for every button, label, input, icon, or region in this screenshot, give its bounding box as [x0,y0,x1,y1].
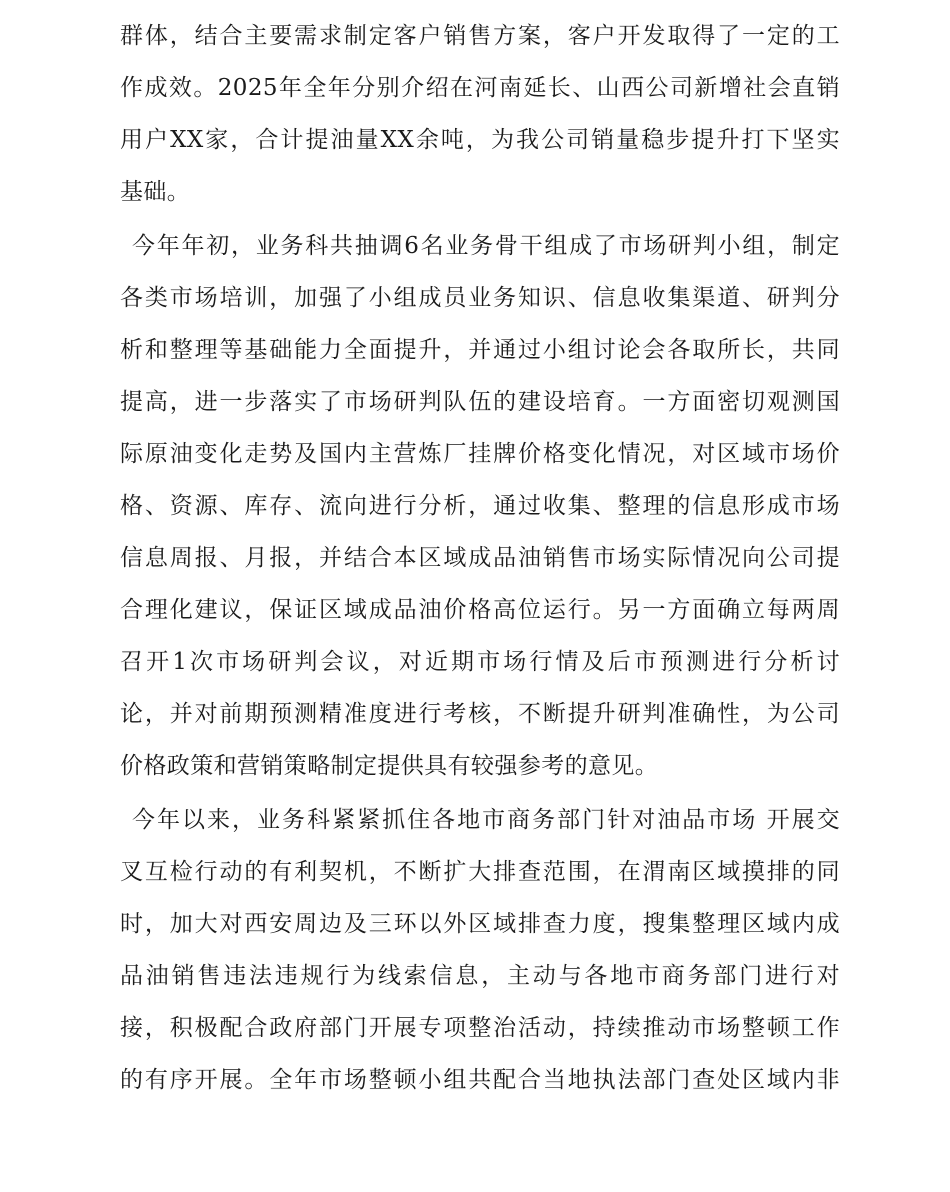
paragraph-1-line-3: 用户XX家，合计提油量XX余吨，为我公司销量稳步提升打下坚实 [120,127,840,153]
paragraph-3-line-6: 的有序开展。全年市场整顿小组共配合当地执法部门查处区域内非 [120,1067,840,1093]
paragraph-3-line-4: 品油销售违法违规行为线索信息，主动与各地市商务部门进行对 [120,963,840,989]
paragraph-3-line-2: 叉互检行动的有利契机，不断扩大排查范围，在渭南区域摸排的同 [120,859,840,885]
paragraph-2-line-4: 提高，进一步落实了市场研判队伍的建设培育。一方面密切观测国 [120,389,840,415]
paragraph-1-line-4: 基础。 [120,179,191,205]
paragraph-2-line-7: 信息周报、月报，并结合本区域成品油销售市场实际情况向公司提 [120,545,840,571]
paragraph-2-line-11: 价格政策和营销策略制定提供具有较强参考的意见。 [120,753,659,779]
paragraph-2-line-8: 合理化建议，保证区域成品油价格高位运行。另一方面确立每两周 [120,597,840,623]
paragraph-2-line-3: 析和整理等基础能力全面提升，并通过小组讨论会各取所长，共同 [120,337,840,363]
paragraph-2-line-9: 召开1次市场研判会议，对近期市场行情及后市预测进行分析讨 [120,649,840,675]
paragraph-2-line-10: 论，并对前期预测精准度进行考核，不断提升研判准确性，为公司 [120,701,840,727]
paragraph-2-line-2: 各类市场培训，加强了小组成员业务知识、信息收集渠道、研判分 [120,285,840,311]
paragraph-2-line-6: 格、资源、库存、流向进行分析，通过收集、整理的信息形成市场 [120,493,840,519]
paragraph-1-line-1: 群体，结合主要需求制定客户销售方案，客户开发取得了一定的工 [120,23,840,49]
paragraph-2-line-1: 今年年初，业务科共抽调6名业务骨干组成了市场研判小组，制定 [132,233,840,259]
paragraph-2-line-5: 际原油变化走势及国内主营炼厂挂牌价格变化情况，对区域市场价 [120,441,840,467]
paragraph-3-line-1: 今年以来，业务科紧紧抓住各地市商务部门针对油品市场 开展交 [132,807,840,833]
paragraph-1-line-2: 作成效。2025年全年分别介绍在河南延长、山西公司新增社会直销 [120,75,840,101]
paragraph-3-line-5: 接，积极配合政府部门开展专项整治活动，持续推动市场整顿工作 [120,1015,840,1041]
paragraph-3-line-3: 时，加大对西安周边及三环以外区域排查力度，搜集整理区域内成 [120,911,840,937]
